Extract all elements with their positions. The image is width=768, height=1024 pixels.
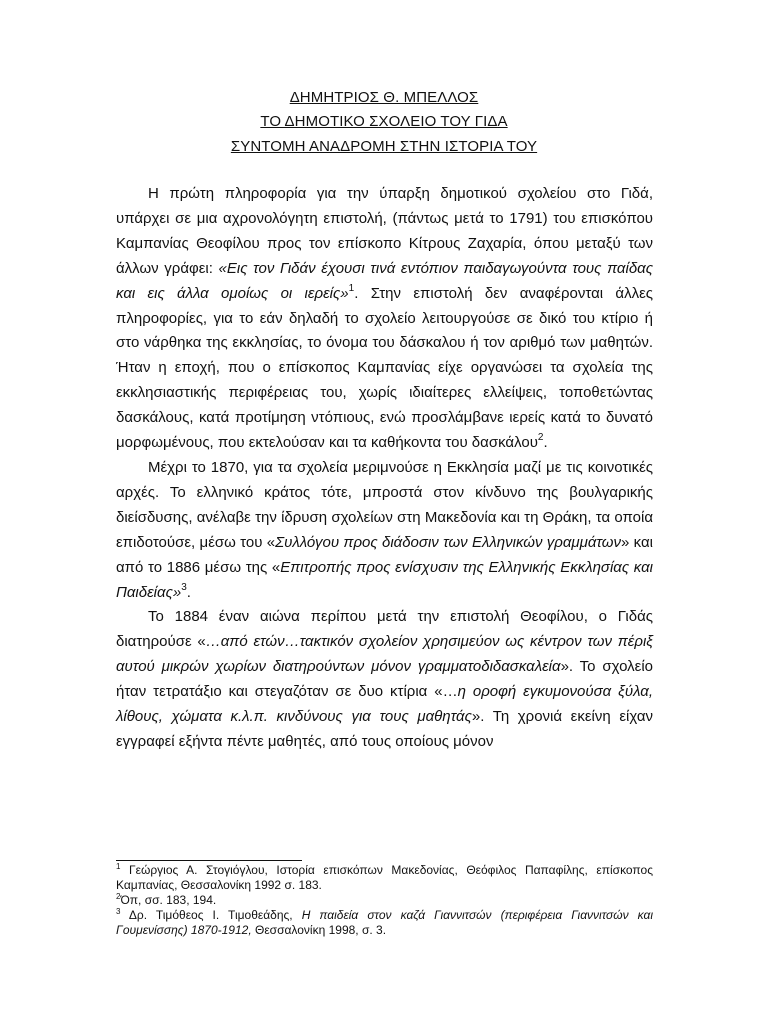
paragraph-1 <box>116 182 653 456</box>
paragraph-3-text-b: ». Το σχολείο ήταν τετρατάξιο και στεγαζόταν σε δυο κτίρια «… <box>116 658 653 701</box>
paragraph-2-text-c: » <box>172 583 182 601</box>
paragraph-2-italic-2: Επιτροπής προς ενίσχυσιν της Ελληνικής Εκκλησίας και Παιδείας <box>116 558 654 601</box>
paragraph-3 <box>116 605 653 754</box>
footnote-ref-1[interactable]: 1 <box>348 282 355 294</box>
document-subtitle: ΣΥΝΤΟΜΗ ΑΝΑΔΡΟΜΗ ΣΤΗΝ ΙΣΤΟΡΙΑ ΤΟΥ <box>230 138 538 155</box>
footnote-1-text: Γεώργιος Α. Στογιόγλου, Ιστορία επισκόπων Μακεδονίας, Θεόφιλος Παπαφίλης, επίσκοπος Καμπανίας, Θεσσαλονίκη 1992 σ. 183. <box>116 863 653 892</box>
footnote-3-post: Θεσσαλονίκη 1998, σ. 3. <box>251 923 387 937</box>
footnotes <box>116 863 653 938</box>
footnote-2 <box>116 893 653 908</box>
footnote-separator <box>116 860 302 861</box>
footnote-ref-3[interactable]: 3 <box>181 581 187 593</box>
footnote-3 <box>116 908 653 938</box>
paragraph-3-text-c: ». Τη χρονιά εκείνη είχαν εγγραφεί εξήντα πέντε μαθητές, από τους οποίους μόνον <box>116 708 654 750</box>
footnote-2-text: Όπ, σσ. 183, 194. <box>120 893 217 907</box>
footnote-3-italic: Η παιδεία στον καζά Γιαννιτσών (περιφέρεια Γιαννιτσών και Γουμενίσσης) 1870-1912, <box>116 908 654 937</box>
paragraph-2-text-d: . <box>186 583 191 601</box>
footnote-3-pre: Δρ. Τιμόθεος Ι. Τιμοθεάδης, <box>128 908 302 922</box>
footnote-2-number: 2 <box>116 892 121 901</box>
paragraph-1-text-a: Η πρώτη πληροφορία για την ύπαρξη δημοτικού σχολείου στο Γιδά, υπάρχει σε μια αχρονολόγητη επιστολή, (πάντως μετά το 1791) του επισκόπου Καμπανίας Θεοφίλου προς τον επίσκοπο Κίτρους Ζαχαρία, όπου μεταξύ των άλλων γράφει: <box>116 185 653 277</box>
paragraph-3-italic-1: …από ετών…τακτικόν σχολείον χρησιμεύον ως κέντρον των πέριξ αυτού μικρών χωρίων διατηρούντων μόνον γραμματοδιδασκαλεία <box>116 633 653 676</box>
footnote-1-number: 1 <box>116 862 121 871</box>
body-text <box>116 182 653 755</box>
footnote-1 <box>116 863 653 893</box>
paragraph-2 <box>116 456 653 605</box>
paragraph-2-text-a: Μέχρι το 1870, για τα σχολεία μεριμνούσε η Εκκλησία μαζί με τις κοινοτικές αρχές. Το ελληνικό κράτος τότε, μπροστά στον κίνδυνο της βουλγαρικής διείσδυσης, ανέλαβε την ίδρυση σχολείων στη Μακεδονία και τη Θράκη, τα οποία επιδοτούσε, μέσω του « <box>116 458 653 551</box>
footnote-3-number: 3 <box>116 907 121 916</box>
paragraph-2-text-b: » και από το 1886 μέσω της « <box>116 533 653 576</box>
author-heading: ΔΗΜΗΤΡΙΟΣ Θ. ΜΠΕΛΛΟΣ <box>289 89 479 106</box>
paragraph-1-text-b: . Στην επιστολή δεν αναφέρονται άλλες πληροφορίες, για το εάν δηλαδή το σχολείο λειτουργούσε σε δικό του κτίριο ή στο νάρθηκα της εκκλησίας, το όνομα του δάσκαλου ή τον αριθμό των μαθητών. Ήταν η εποχή, που ο επίσκοπος Καμπανίας είχε οργανώσει τα σχολεία της εκκλησιαστικής περιφέρειας του, χωρίς ιδιαίτερες ελλείψεις, τοποθετώντας δασκάλους, κατά προτίμηση ντόπιους, ενώ προσλάμβανε ιερείς κατά το δυνατό μορφωμένους, που εκτελούσαν και τα καθήκοντα του δασκάλου <box>116 284 653 452</box>
paragraph-1-quote: «Εις τον Γιδάν έχουσι τινά εντόπιον παιδαγωγούντα τους παίδας και εις άλλα ομοίως οι ιερείς» <box>116 259 654 302</box>
paragraph-2-italic-1: Συλλόγου προς διάδοσιν των Ελληνικών γραμμάτων <box>275 533 621 551</box>
document-title: ΤΟ ΔΗΜΟΤΙΚΟ ΣΧΟΛΕΙΟ ΤΟΥ ΓΙΔΑ <box>260 113 508 130</box>
paragraph-3-text-a: Το 1884 έναν αιώνα περίπου μετά την επιστολή Θεοφίλου, ο Γιδάς διατηρούσε « <box>116 608 653 651</box>
paragraph-3-italic-2: η οροφή εγκυμονούσα ξύλα, λίθους, χώματα κ.λ.π. κινδύνους για τους μαθητάς <box>116 683 653 726</box>
paragraph-1-text-c: . <box>543 434 548 452</box>
footnote-ref-2[interactable]: 2 <box>537 432 544 444</box>
